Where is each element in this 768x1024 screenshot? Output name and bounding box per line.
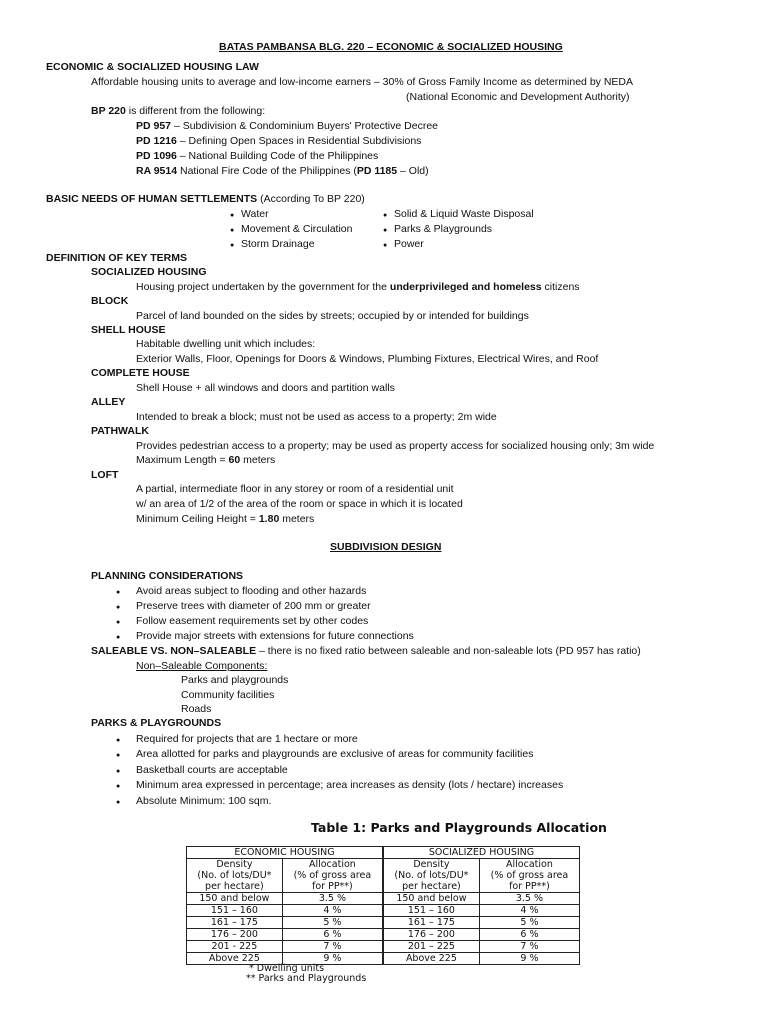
need-item: ● Water	[241, 208, 269, 221]
col-alloc-sub1: (% of gross area	[490, 870, 569, 881]
planning-heading: PLANNING CONSIDERATIONS	[91, 570, 244, 582]
cell-allocation: 9 %	[282, 953, 383, 965]
saleable-text: – there is no fixed ratio between saleable and non-saleable lots (PD 957 has ratio)	[256, 645, 641, 657]
needs-heading: BASIC NEEDS OF HUMAN SETTLEMENTS	[46, 193, 258, 205]
allocation-table	[186, 846, 580, 965]
planning-item: ● Avoid areas subject to flooding and other hazards	[136, 585, 366, 598]
def-block: Parcel of land bounded on the sides by streets; occupied by or intended for buildings	[136, 310, 529, 322]
col-allocation	[479, 859, 579, 893]
bp220-code: BP 220	[91, 105, 126, 117]
term-complete-house: COMPLETE HOUSE	[91, 367, 190, 379]
cell-allocation: 7 %	[282, 941, 383, 953]
ref-code: PD 1216	[136, 135, 177, 147]
col-density-sub2: per hectare)	[205, 881, 264, 892]
law-heading: ECONOMIC & SOCIALIZED HOUSING LAW	[46, 61, 259, 73]
needs-heading-line	[46, 193, 365, 206]
def-loft-min	[136, 513, 314, 526]
table-footnote-2: ** Parks and Playgrounds	[246, 973, 367, 984]
cell-allocation: 4 %	[479, 905, 579, 917]
table-footnote-1: * Dwelling units	[249, 963, 325, 974]
law-line-2: (National Economic and Development Authority)	[406, 91, 630, 103]
cell-density: 176 – 200	[383, 929, 479, 941]
ref-code: PD 1096	[136, 150, 177, 162]
def-text: Maximum Length =	[136, 454, 229, 466]
col-density-label: Density	[216, 859, 253, 870]
bp220-rest: is different from the following:	[125, 105, 266, 117]
col-density-sub2: per hectare)	[402, 881, 461, 892]
ref-code: RA 9514	[136, 165, 178, 177]
col-alloc-label: Allocation	[506, 859, 553, 870]
needs-note: (According To BP 220)	[257, 193, 365, 205]
def-pathwalk: Provides pedestrian access to a property; may be used as property access for socialized housing only; 3m wide	[136, 440, 655, 452]
cell-allocation: 6 %	[282, 929, 383, 941]
def-shell-house-1: Habitable dwelling unit which includes:	[136, 338, 316, 350]
col-density	[187, 859, 283, 893]
ref-text: National Fire Code of the Philippines (	[177, 165, 357, 177]
cell-density: 150 and below	[187, 893, 283, 905]
parks-item: ● Basketball courts are acceptable	[136, 764, 288, 777]
col-alloc-sub2: for PP**)	[312, 881, 353, 892]
ref-item	[136, 150, 378, 163]
ref-text: – Subdivision & Condominium Buyers' Protective Decree	[171, 120, 438, 132]
table-column-header	[187, 859, 580, 893]
def-loft-1: A partial, intermediate floor in any storey or room of a residential unit	[136, 483, 454, 495]
cell-allocation: 9 %	[479, 953, 579, 965]
planning-item: ● Preserve trees with diameter of 200 mm or greater	[136, 600, 371, 613]
cell-density: 161 – 175	[187, 917, 283, 929]
table-row	[187, 929, 580, 941]
term-socialized-housing: SOCIALIZED HOUSING	[91, 266, 207, 278]
table-row	[187, 953, 580, 965]
col-allocation	[282, 859, 383, 893]
def-text: meters	[240, 454, 276, 466]
def-text: Housing project undertaken by the government for the	[136, 281, 390, 293]
cell-allocation: 5 %	[282, 917, 383, 929]
col-alloc-sub1: (% of gross area	[293, 870, 372, 881]
table-row	[187, 941, 580, 953]
def-shell-house-2: Exterior Walls, Floor, Openings for Doors & Windows, Plumbing Fixtures, Electrical Wires, and Roof	[136, 353, 599, 365]
table-row	[187, 893, 580, 905]
saleable-line	[91, 645, 641, 658]
cell-allocation: 6 %	[479, 929, 579, 941]
bp220-line	[91, 105, 265, 118]
ref-code-old: PD 1185	[356, 165, 398, 177]
def-value: 1.80	[258, 513, 280, 525]
cell-density: 176 – 200	[187, 929, 283, 941]
cell-allocation: 4 %	[282, 905, 383, 917]
definitions-heading: DEFINITION OF KEY TERMS	[46, 252, 187, 264]
ref-code: PD 957	[136, 120, 172, 132]
need-item: ● Solid & Liquid Waste Disposal	[394, 208, 534, 221]
nonsaleable-item: Roads	[181, 703, 212, 715]
term-pathwalk: PATHWALK	[91, 425, 149, 437]
ref-text: – Defining Open Spaces in Residential Subdivisions	[176, 135, 422, 147]
law-line-1: Affordable housing units to average and low-income earners – 30% of Gross Family Income as determined by NEDA	[91, 76, 633, 88]
ref-item	[136, 135, 421, 148]
def-text: citizens	[541, 281, 580, 293]
table-title: Table 1: Parks and Playgrounds Allocation	[311, 820, 607, 835]
term-block: BLOCK	[91, 295, 129, 307]
parks-item: ● Required for projects that are 1 hectare or more	[136, 733, 358, 746]
def-value: 60	[228, 454, 241, 466]
group-socialized: SOCIALIZED HOUSING	[383, 847, 580, 859]
planning-item: ● Follow easement requirements set by other codes	[136, 615, 368, 628]
term-shell-house: SHELL HOUSE	[91, 324, 166, 336]
def-socialized-housing	[136, 281, 580, 294]
col-alloc-sub2: for PP**)	[509, 881, 550, 892]
cell-density: 151 – 160	[187, 905, 283, 917]
parks-item: ● Absolute Minimum: 100 sqm.	[136, 795, 271, 808]
cell-density: 201 - 225	[187, 941, 283, 953]
col-density-sub1: (No. of lots/DU*	[394, 870, 469, 881]
need-item: ● Movement & Circulation	[241, 223, 352, 236]
ref-item	[136, 120, 438, 133]
cell-allocation: 7 %	[479, 941, 579, 953]
group-economic: ECONOMIC HOUSING	[187, 847, 383, 859]
ref-text-old: – Old)	[397, 165, 429, 177]
need-item: ● Parks & Playgrounds	[394, 223, 492, 236]
cell-allocation: 3.5 %	[479, 893, 579, 905]
def-alley: Intended to break a block; must not be used as access to a property; 2m wide	[136, 411, 497, 423]
def-complete-house: Shell House + all windows and doors and partition walls	[136, 382, 395, 394]
parks-heading: PARKS & PLAYGROUNDS	[91, 717, 222, 729]
def-pathwalk-max	[136, 454, 275, 467]
term-alley: ALLEY	[91, 396, 126, 408]
col-density	[383, 859, 479, 893]
col-alloc-label: Allocation	[308, 859, 356, 870]
planning-item: ● Provide major streets with extensions for future connections	[136, 630, 414, 643]
need-item: ● Storm Drainage	[241, 238, 315, 251]
nonsaleable-item: Community facilities	[181, 689, 275, 701]
table-row	[187, 905, 580, 917]
parks-item: ● Area allotted for parks and playgrounds are exclusive of areas for community facilities	[136, 748, 533, 761]
def-text: meters	[279, 513, 315, 525]
saleable-heading: SALEABLE VS. NON–SALEABLE	[91, 645, 257, 657]
def-emphasis: underprivileged and homeless	[389, 281, 542, 293]
def-text: Minimum Ceiling Height =	[136, 513, 259, 525]
cell-density: 161 – 175	[383, 917, 479, 929]
cell-allocation: 5 %	[479, 917, 579, 929]
cell-density: Above 225	[383, 953, 479, 965]
col-density-sub1: (No. of lots/DU*	[197, 870, 272, 881]
parks-item: ● Minimum area expressed in percentage; area increases as density (lots / hectare) increases	[136, 779, 563, 792]
cell-density: 201 – 225	[383, 941, 479, 953]
table-group-header	[187, 847, 580, 859]
col-density-label: Density	[413, 859, 450, 870]
cell-density: 151 – 160	[383, 905, 479, 917]
term-loft: LOFT	[91, 469, 119, 481]
ref-text: – National Building Code of the Philippines	[176, 150, 379, 162]
cell-density: Above 225	[187, 953, 283, 965]
subdivision-heading: SUBDIVISION DESIGN	[330, 541, 442, 553]
ref-item	[136, 165, 429, 178]
need-item: ● Power	[394, 238, 424, 251]
nonsaleable-item: Parks and playgrounds	[181, 674, 289, 686]
cell-allocation: 3.5 %	[282, 893, 383, 905]
def-loft-2: w/ an area of 1/2 of the area of the room or space in which it is located	[136, 498, 463, 510]
cell-density: 150 and below	[383, 893, 479, 905]
document-title: BATAS PAMBANSA BLG. 220 – ECONOMIC & SOCIALIZED HOUSING	[219, 41, 563, 53]
nonsaleable-heading: Non–Saleable Components:	[136, 660, 268, 672]
table-row	[187, 917, 580, 929]
